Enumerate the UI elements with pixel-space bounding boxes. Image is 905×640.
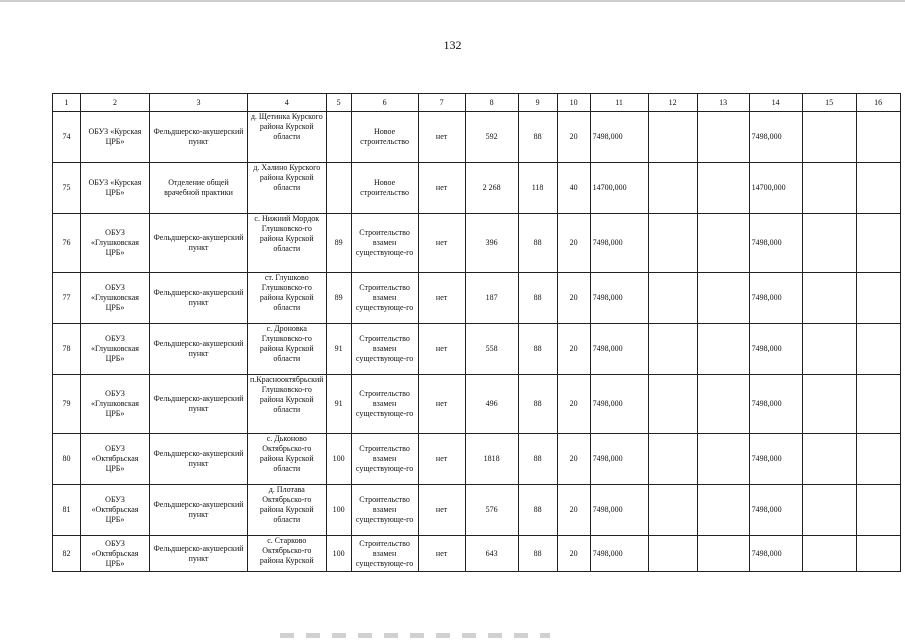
header-cell: 1	[53, 94, 81, 112]
cell-c14: 7498,000	[749, 273, 802, 324]
cell-c6: Новое строительство	[351, 112, 418, 163]
cell-c4: с. Старково Октябрьско-го района Курской	[248, 536, 327, 572]
cell-c7: нет	[418, 163, 465, 214]
cell-c10: 20	[557, 434, 590, 485]
cell-c1: 81	[53, 485, 81, 536]
header-cell: 13	[697, 94, 749, 112]
cell-c5: 89	[326, 214, 351, 273]
cell-c16	[856, 375, 900, 434]
cell-c14: 7498,000	[749, 434, 802, 485]
cell-c8: 2 268	[465, 163, 518, 214]
cell-c8: 187	[465, 273, 518, 324]
cell-c14: 7498,000	[749, 214, 802, 273]
cell-c12	[648, 273, 697, 324]
cell-c15	[802, 485, 856, 536]
cell-c12	[648, 485, 697, 536]
cell-c4: д. Плотава Октябрьско-го района Курской области	[248, 485, 327, 536]
cell-c16	[856, 324, 900, 375]
header-cell: 7	[418, 94, 465, 112]
cell-c12	[648, 375, 697, 434]
cell-c9: 88	[518, 214, 557, 273]
cell-c8: 576	[465, 485, 518, 536]
cell-c13	[697, 536, 749, 572]
cell-c14: 7498,000	[749, 324, 802, 375]
cell-c3: Фельдшерско-акушерский пункт	[150, 273, 248, 324]
cell-c13	[697, 434, 749, 485]
cell-c9: 88	[518, 536, 557, 572]
cell-c2: ОБУЗ «Глушковская ЦРБ»	[81, 273, 150, 324]
cell-c16	[856, 434, 900, 485]
cell-c7: нет	[418, 375, 465, 434]
cell-c12	[648, 536, 697, 572]
page-number: 132	[443, 38, 462, 52]
cell-c9: 88	[518, 112, 557, 163]
cell-c16	[856, 536, 900, 572]
header-cell: 16	[856, 94, 900, 112]
header-cell: 8	[465, 94, 518, 112]
header-cell: 3	[150, 94, 248, 112]
cell-c15	[802, 163, 856, 214]
cell-c14: 7498,000	[749, 485, 802, 536]
cell-c6: Строительство взамен существующе-го	[351, 214, 418, 273]
cell-c7: нет	[418, 485, 465, 536]
cell-c9: 88	[518, 273, 557, 324]
cell-c14: 7498,000	[749, 375, 802, 434]
cell-c12	[648, 214, 697, 273]
table-row	[53, 375, 901, 434]
cell-c13	[697, 273, 749, 324]
cell-c6: Строительство взамен существующе-го	[351, 273, 418, 324]
cell-c11: 7498,000	[590, 273, 648, 324]
cell-c11: 7498,000	[590, 485, 648, 536]
cell-c5: 100	[326, 434, 351, 485]
cell-c2: ОБУЗ «Глушковская ЦРБ»	[81, 214, 150, 273]
cell-c3: Фельдшерско-акушерский пункт	[150, 434, 248, 485]
cell-c8: 592	[465, 112, 518, 163]
cell-c5	[326, 163, 351, 214]
cell-c14: 7498,000	[749, 112, 802, 163]
cell-c4: ст. Глушково Глушковско-го района Курской области	[248, 273, 327, 324]
cell-c10: 20	[557, 214, 590, 273]
cell-c2: ОБУЗ «Октябрьская ЦРБ»	[81, 485, 150, 536]
table-row	[53, 324, 901, 375]
cell-c11: 7498,000	[590, 214, 648, 273]
cell-c9: 88	[518, 434, 557, 485]
cell-c1: 78	[53, 324, 81, 375]
cell-c6: Строительство взамен существующе-го	[351, 536, 418, 572]
cell-c11: 7498,000	[590, 375, 648, 434]
cell-c13	[697, 163, 749, 214]
cell-c2: ОБУЗ «Октябрьская ЦРБ»	[81, 434, 150, 485]
header-cell: 11	[590, 94, 648, 112]
cell-c3: Фельдшерско-акушерский пункт	[150, 324, 248, 375]
cell-c10: 20	[557, 273, 590, 324]
cell-c5: 91	[326, 375, 351, 434]
cell-c5: 89	[326, 273, 351, 324]
cell-c16	[856, 273, 900, 324]
header-cell: 14	[749, 94, 802, 112]
cell-c1: 77	[53, 273, 81, 324]
cell-c9: 88	[518, 485, 557, 536]
cell-c10: 20	[557, 485, 590, 536]
header-cell: 6	[351, 94, 418, 112]
cell-c7: нет	[418, 214, 465, 273]
cell-c13	[697, 324, 749, 375]
cell-c14: 7498,000	[749, 536, 802, 572]
table-row	[53, 214, 901, 273]
header-row	[53, 94, 901, 112]
cell-c15	[802, 324, 856, 375]
header-cell: 9	[518, 94, 557, 112]
cell-c10: 40	[557, 163, 590, 214]
cell-c11: 7498,000	[590, 112, 648, 163]
cell-c10: 20	[557, 375, 590, 434]
cell-c7: нет	[418, 434, 465, 485]
table-row	[53, 536, 901, 572]
cell-c13	[697, 485, 749, 536]
cell-c5	[326, 112, 351, 163]
cell-c6: Строительство взамен существующе-го	[351, 434, 418, 485]
cell-c15	[802, 214, 856, 273]
cell-c8: 1818	[465, 434, 518, 485]
cell-c13	[697, 375, 749, 434]
table-row	[53, 434, 901, 485]
cell-c12	[648, 112, 697, 163]
cell-c2: ОБУЗ «Глушковская ЦРБ»	[81, 375, 150, 434]
cell-c16	[856, 485, 900, 536]
cell-c16	[856, 112, 900, 163]
scan-top-edge	[0, 0, 905, 2]
header-cell: 15	[802, 94, 856, 112]
table-row	[53, 112, 901, 163]
cell-c1: 79	[53, 375, 81, 434]
cell-c12	[648, 434, 697, 485]
cell-c6: Строительство взамен существующе-го	[351, 485, 418, 536]
cell-c10: 20	[557, 536, 590, 572]
cell-c9: 88	[518, 324, 557, 375]
cell-c12	[648, 163, 697, 214]
cell-c3: Фельдшерско-акушерский пункт	[150, 112, 248, 163]
cell-c14: 14700,000	[749, 163, 802, 214]
cell-c6: Строительство взамен существующе-го	[351, 324, 418, 375]
cell-c13	[697, 112, 749, 163]
cell-c15	[802, 375, 856, 434]
cell-c16	[856, 214, 900, 273]
table-row	[53, 273, 901, 324]
cell-c5: 91	[326, 324, 351, 375]
cell-c8: 396	[465, 214, 518, 273]
header-cell: 5	[326, 94, 351, 112]
cell-c3: Отделение общей врачебной практики	[150, 163, 248, 214]
cell-c3: Фельдшерско-акушерский пункт	[150, 536, 248, 572]
cell-c9: 88	[518, 375, 557, 434]
cell-c2: ОБУЗ «Курская ЦРБ»	[81, 163, 150, 214]
cell-c9: 118	[518, 163, 557, 214]
cell-c6: Новое строительство	[351, 163, 418, 214]
cell-c4: д. Халино Курского района Курской области	[248, 163, 327, 214]
cell-c1: 74	[53, 112, 81, 163]
facilities-table	[52, 93, 901, 572]
cell-c15	[802, 112, 856, 163]
cell-c3: Фельдшерско-акушерский пункт	[150, 214, 248, 273]
cell-c12	[648, 324, 697, 375]
cell-c6: Строительство взамен существующе-го	[351, 375, 418, 434]
cell-c11: 7498,000	[590, 434, 648, 485]
cell-c1: 76	[53, 214, 81, 273]
cell-c3: Фельдшерско-акушерский пункт	[150, 375, 248, 434]
cell-c10: 20	[557, 324, 590, 375]
cell-c2: ОБУЗ «Глушковская ЦРБ»	[81, 324, 150, 375]
cell-c8: 643	[465, 536, 518, 572]
cell-c16	[856, 163, 900, 214]
scan-bottom-artifact	[280, 633, 550, 638]
cell-c7: нет	[418, 536, 465, 572]
cell-c11: 7498,000	[590, 324, 648, 375]
cell-c1: 80	[53, 434, 81, 485]
header-cell: 2	[81, 94, 150, 112]
cell-c4: с. Дьконово Октябрьско-го района Курской области	[248, 434, 327, 485]
cell-c13	[697, 214, 749, 273]
cell-c4: с. Дроновка Глушковско-го района Курской области	[248, 324, 327, 375]
cell-c7: нет	[418, 112, 465, 163]
cell-c7: нет	[418, 273, 465, 324]
cell-c2: ОБУЗ «Курская ЦРБ»	[81, 112, 150, 163]
cell-c5: 100	[326, 485, 351, 536]
cell-c4: с. Нижний Мордок Глушковско-го района Курской области	[248, 214, 327, 273]
cell-c15	[802, 434, 856, 485]
cell-c15	[802, 536, 856, 572]
cell-c4: п.Краснооктябрьский Глушковско-го района Курской области	[248, 375, 327, 434]
cell-c10: 20	[557, 112, 590, 163]
cell-c11: 14700,000	[590, 163, 648, 214]
cell-c11: 7498,000	[590, 536, 648, 572]
cell-c15	[802, 273, 856, 324]
cell-c4: д. Щетинка Курского района Курской области	[248, 112, 327, 163]
cell-c1: 82	[53, 536, 81, 572]
cell-c8: 496	[465, 375, 518, 434]
cell-c3: Фельдшерско-акушерский пункт	[150, 485, 248, 536]
header-cell: 10	[557, 94, 590, 112]
cell-c2: ОБУЗ «Октябрьская ЦРБ»	[81, 536, 150, 572]
table-row	[53, 163, 901, 214]
table-row	[53, 485, 901, 536]
cell-c1: 75	[53, 163, 81, 214]
cell-c7: нет	[418, 324, 465, 375]
header-cell: 12	[648, 94, 697, 112]
header-cell: 4	[248, 94, 327, 112]
cell-c5: 100	[326, 536, 351, 572]
cell-c8: 558	[465, 324, 518, 375]
